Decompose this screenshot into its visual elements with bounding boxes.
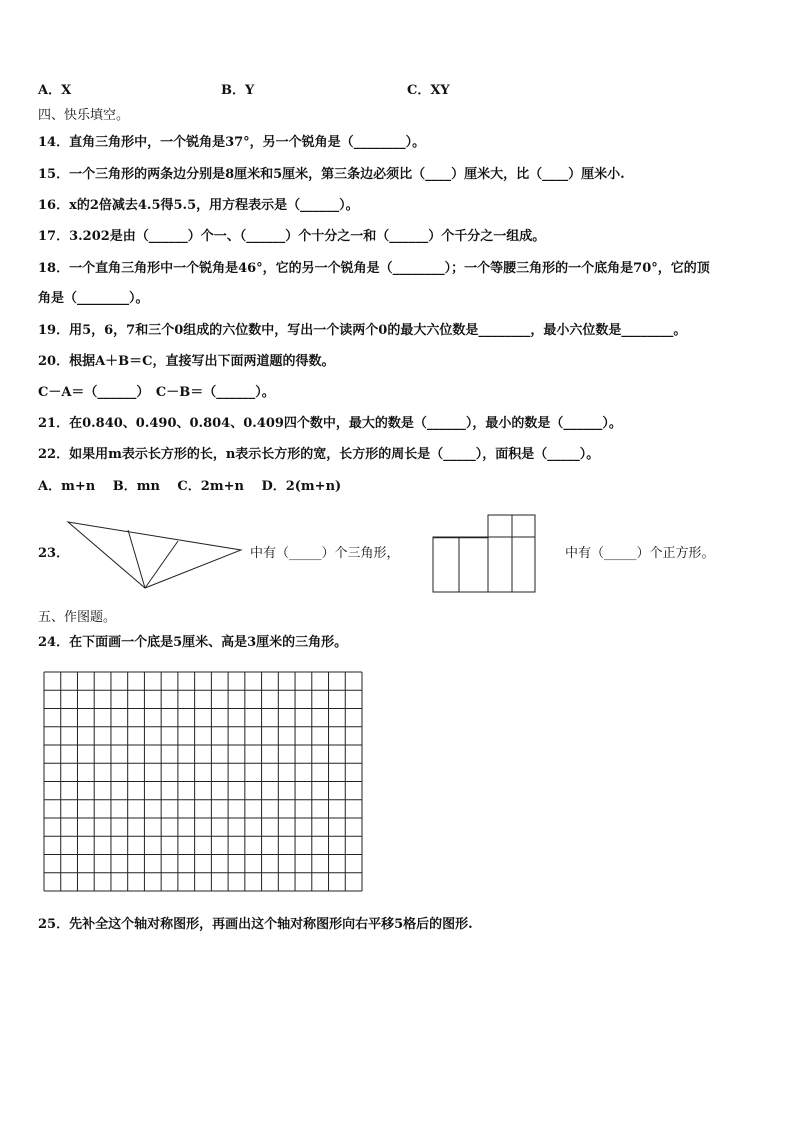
option-b: B．Y [221,83,255,98]
question-16: 16．x的2倍减去4.5得5.5，用方程表示是（______）。 [38,198,359,213]
question-23-triangle-text: 中有（_____）个三角形， [250,546,400,561]
question-18-line-2: 角是（________）。 [38,291,149,306]
section-5-heading: 五、作图题。 [38,610,117,625]
option-c: C．XY [407,83,450,98]
question-25: 25．先补全这个轴对称图形，再画出这个轴对称图形向右平移5格后的图形. [38,917,473,932]
question-18-line-1: 18．一个直角三角形中一个锐角是46°，它的另一个锐角是（________）；一个等腰三角形的一个底角是70°，它的顶 [38,261,710,276]
question-22: 22．如果用m表示长方形的长，n表示长方形的宽，长方形的周长是（_____），面积是（_____）。 [38,447,600,462]
section-4-heading: 四、快乐填空。 [38,108,130,123]
question-19: 19．用5，6，7和三个0组成的六位数中，写出一个读两个0的最大六位数是________，最小六位数是________。 [38,323,687,338]
question-23-square-text: 中有（_____）个正方形。 [565,546,715,561]
drawing-grid [43,671,363,892]
question-20-sub: C－A＝（______） C－B＝（______）。 [38,385,275,400]
question-23-number: 23． [38,546,70,561]
question-21: 21．在0.840、0.490、0.804、0.409四个数中，最大的数是（______），最小的数是（______）。 [38,416,622,431]
question-22-options: A．m+n B．mn C．2m+n D．2(m+n) [38,479,342,494]
squares-bottom-rect [433,537,535,592]
option-a: A．X [38,83,72,98]
question-24: 24．在下面画一个底是5厘米、高是3厘米的三角形。 [38,635,348,650]
question-14: 14．直角三角形中，一个锐角是37°，另一个锐角是（________）。 [38,135,426,150]
question-20: 20．根据A＋B＝C，直接写出下面两道题的得数。 [38,354,335,369]
question-17: 17．3.202是由（______）个一、（______）个十分之一和（______）个千分之一组成。 [38,229,546,244]
question-15: 15．一个三角形的两条边分别是8厘米和5厘米，第三条边必须比（____）厘米大，比（____）厘米小. [38,167,625,182]
